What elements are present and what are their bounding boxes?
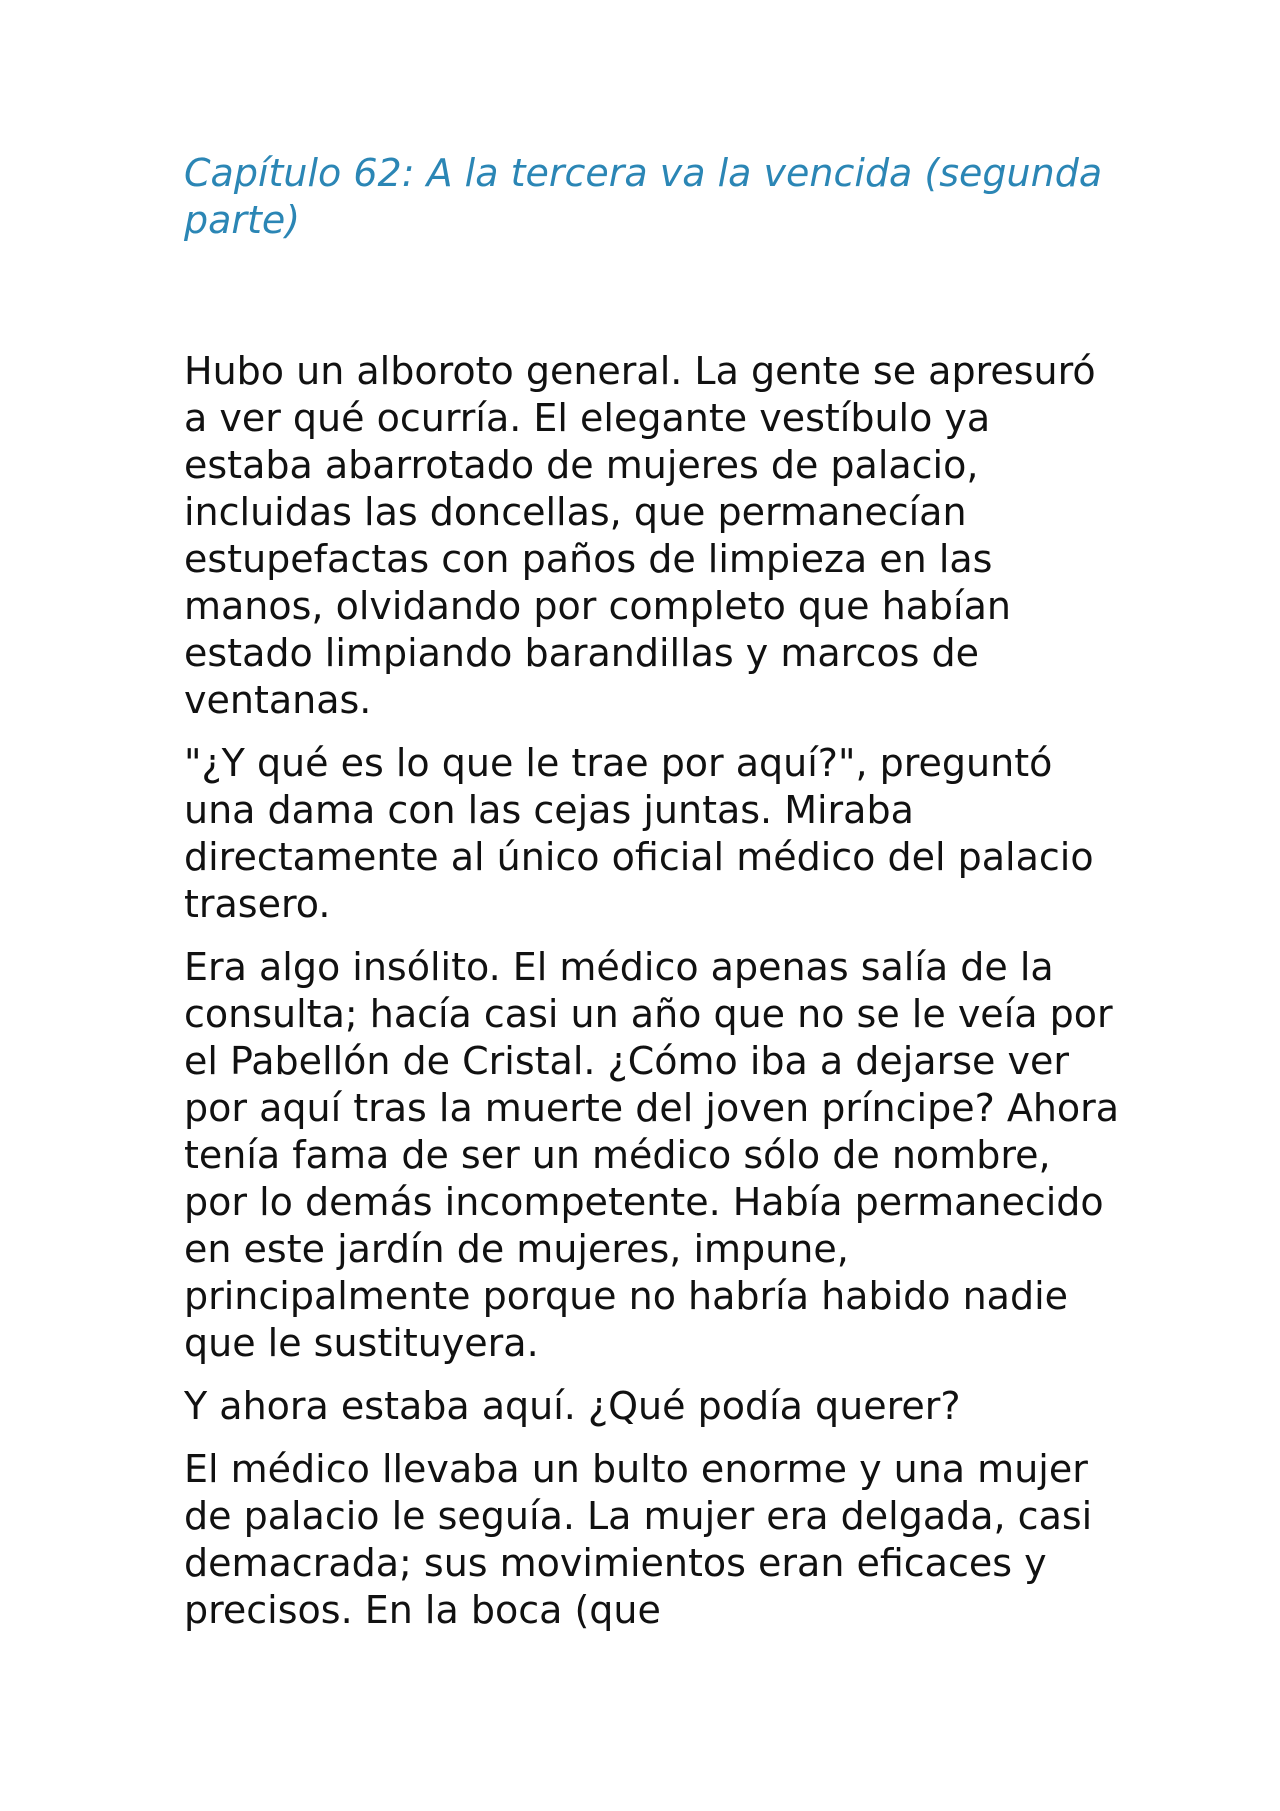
paragraph: "¿Y qué es lo que le trae por aquí?", preguntó una dama con las cejas juntas. Miraba directamente al único oficial médico del palacio trasero. xyxy=(184,741,1094,926)
document-page xyxy=(184,150,1124,1650)
paragraph: Hubo un alboroto general. La gente se apresuró a ver qué ocurría. El elegante vestíbulo ya estaba abarrotado de mujeres de palacio, incluidas las doncellas, que permanecían estupefactas con paños de limpieza en las manos, olvidando por completo que habían estado limpiando barandillas y marcos de ventanas. xyxy=(184,349,1096,722)
paragraph: Era algo insólito. El médico apenas salía de la consulta; hacía casi un año que no se le veía por el Pabellón de Cristal. ¿Cómo iba a dejarse ver por aquí tras la muerte del joven príncipe? Ahora tenía fama de ser un médico sólo de nombre, por lo demás incompetente. Había permanecido en este jardín de mujeres, impune, principalmente porque no habría habido nadie que le sustituyera. xyxy=(184,945,1120,1365)
chapter-body xyxy=(184,348,1124,1634)
paragraph: El médico llevaba un bulto enorme y una mujer de palacio le seguía. La mujer era delgada, casi demacrada; sus movimientos eran eficaces y precisos. En la boca (que xyxy=(184,1447,1093,1632)
chapter-title: Capítulo 62: A la tercera va la vencida (segunda parte) xyxy=(184,151,1103,242)
paragraph: Y ahora estaba aquí. ¿Qué podía querer? xyxy=(184,1384,961,1428)
